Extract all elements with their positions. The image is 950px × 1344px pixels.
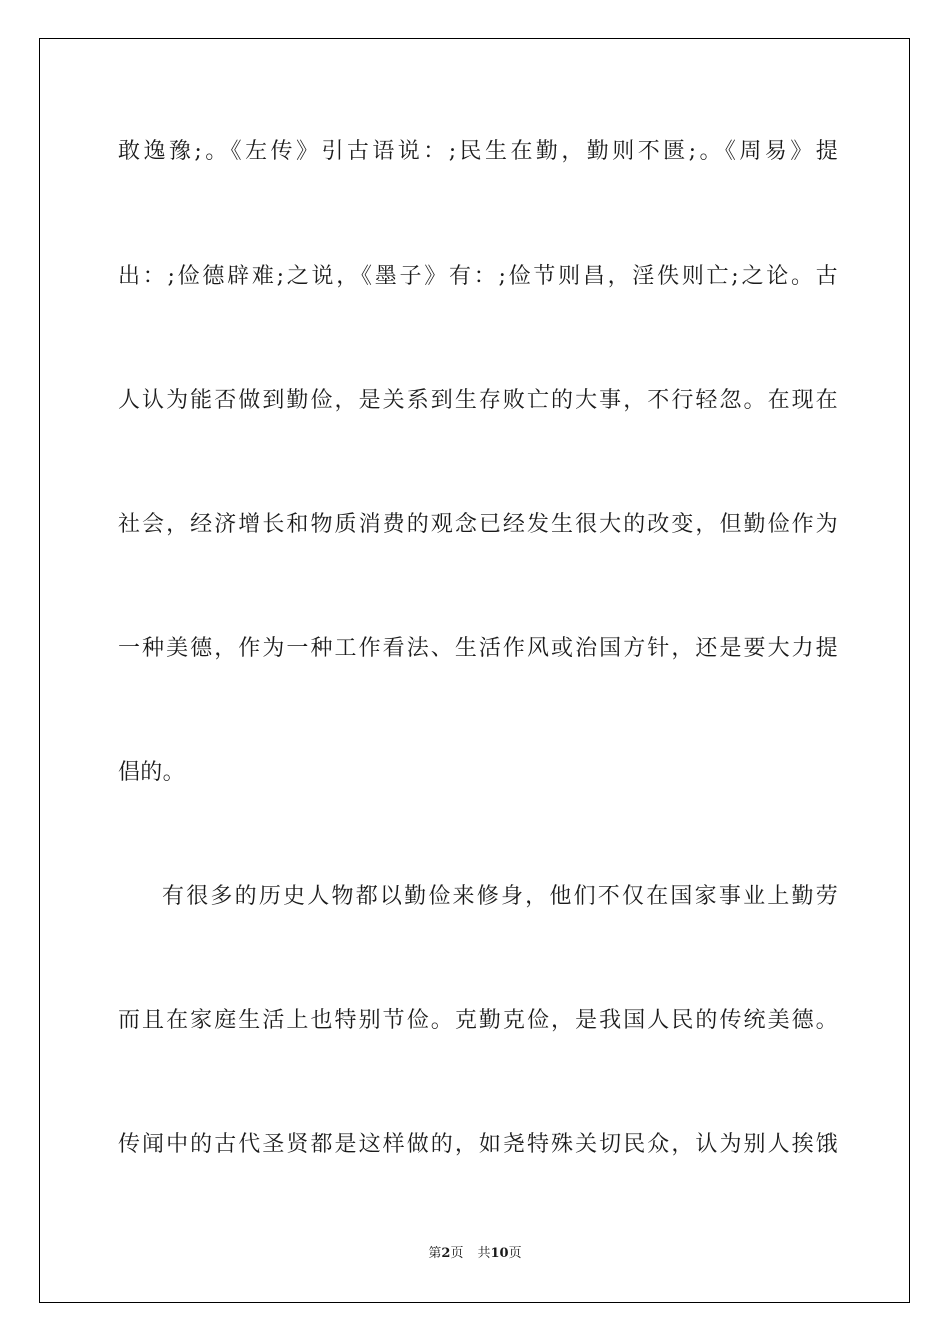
total-prefix: 共	[477, 1246, 491, 1261]
page-number: 2	[441, 1246, 451, 1261]
page-footer	[0, 1245, 950, 1263]
paragraph-line: 社会，经济增长和物质消费的观念已经发生很大的改变，但勤俭作为	[118, 512, 838, 537]
paragraph-line: 敢逸豫;。《左传》引古语说：;民生在勤，勤则不匮;。《周易》提	[118, 139, 838, 164]
paragraph-line: 有很多的历史人物都以勤俭来修身，他们不仅在国家事业上勤劳	[162, 884, 838, 909]
paragraph-line: 一种美德，作为一种工作看法、生活作风或治国方针，还是要大力提	[118, 636, 838, 661]
total-suffix: 页	[508, 1246, 522, 1261]
paragraph-line: 倡的。	[118, 760, 185, 785]
paragraph-line: 出：;俭德辟难;之说，《墨子》有：;俭节则昌，淫佚则亡;之论。古	[118, 264, 838, 289]
page-suffix: 页	[450, 1246, 464, 1261]
page-prefix: 第	[428, 1246, 442, 1261]
page-border	[39, 38, 910, 1303]
paragraph-line: 传闻中的古代圣贤都是这样做的，如尧特殊关切民众，认为别人挨饿	[118, 1132, 838, 1157]
total-pages: 10	[490, 1246, 509, 1261]
paragraph-line: 而且在家庭生活上也特别节俭。克勤克俭，是我国人民的传统美德。	[118, 1008, 838, 1033]
paragraph-line: 人认为能否做到勤俭，是关系到生存败亡的大事，不行轻忽。在现在	[118, 388, 838, 413]
